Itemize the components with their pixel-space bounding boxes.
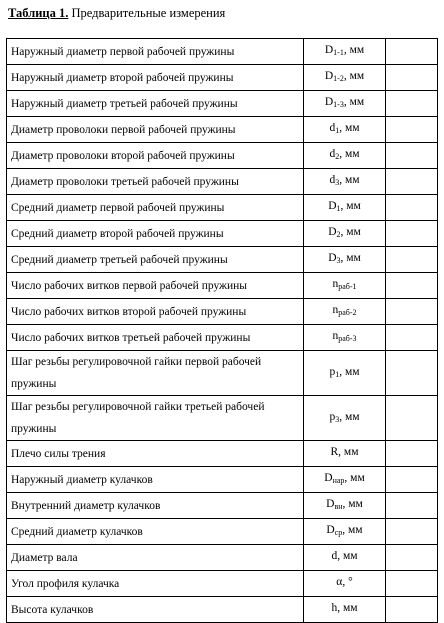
table-row bbox=[7, 325, 438, 351]
symbol-unit: , мм bbox=[338, 446, 359, 458]
table-row bbox=[7, 65, 438, 91]
parameter-name: Диаметр проволоки первой рабочей пружины bbox=[7, 117, 304, 143]
parameter-value-cell[interactable] bbox=[386, 519, 438, 545]
symbol-subscript: ср bbox=[334, 528, 343, 537]
symbol-letter: D bbox=[326, 524, 335, 536]
parameter-symbol bbox=[304, 467, 386, 493]
symbol-subscript: 2 bbox=[336, 230, 341, 239]
table-row bbox=[7, 247, 438, 273]
symbol-letter: n bbox=[332, 304, 339, 316]
parameter-symbol bbox=[304, 299, 386, 325]
parameter-value-cell[interactable] bbox=[386, 597, 438, 623]
parameter-value-cell[interactable] bbox=[386, 441, 438, 467]
measurements-table bbox=[6, 38, 438, 623]
parameter-name: Шаг резьбы регулировочной гайки третьей рабочей пружины bbox=[7, 396, 304, 441]
parameter-name: Средний диаметр кулачков bbox=[7, 519, 304, 545]
symbol-unit: , мм bbox=[340, 200, 361, 212]
parameter-symbol bbox=[304, 91, 386, 117]
parameter-symbol bbox=[304, 195, 386, 221]
parameter-value-cell[interactable] bbox=[386, 39, 438, 65]
parameter-value-cell[interactable] bbox=[386, 396, 438, 441]
parameter-name: Угол профиля кулачка bbox=[7, 571, 304, 597]
symbol-subscript: 2 bbox=[335, 152, 340, 161]
symbol-subscript: 1 bbox=[335, 126, 340, 135]
table-row bbox=[7, 396, 438, 441]
symbol-unit: , мм bbox=[339, 122, 360, 134]
parameter-value-cell[interactable] bbox=[386, 195, 438, 221]
symbol-letter: d bbox=[329, 174, 336, 186]
symbol-letter: d bbox=[329, 122, 336, 134]
symbol-unit: , мм bbox=[343, 96, 365, 108]
parameter-symbol bbox=[304, 545, 386, 571]
symbol-letter: n bbox=[332, 330, 339, 342]
parameter-symbol bbox=[304, 441, 386, 467]
symbol-subscript: 3 bbox=[336, 256, 341, 265]
symbol-letter: D bbox=[324, 44, 334, 56]
parameter-symbol bbox=[304, 351, 386, 396]
symbol-unit: , ° bbox=[342, 576, 353, 588]
symbol-letter: D bbox=[328, 226, 337, 238]
parameter-value-cell[interactable] bbox=[386, 65, 438, 91]
symbol-unit: , мм bbox=[343, 44, 365, 56]
measurements-table-body bbox=[7, 39, 438, 623]
table-row bbox=[7, 571, 438, 597]
symbol-letter: R bbox=[330, 446, 339, 458]
parameter-value-cell[interactable] bbox=[386, 545, 438, 571]
symbol-subscript: 1-2 bbox=[333, 74, 344, 83]
parameter-symbol bbox=[304, 396, 386, 441]
symbol-letter: D bbox=[326, 498, 335, 510]
parameter-name: Высота кулачков bbox=[7, 597, 304, 623]
parameter-name: Число рабочих витков третьей рабочей пружины bbox=[7, 325, 304, 351]
symbol-letter: α bbox=[336, 576, 343, 588]
symbol-letter: p bbox=[329, 410, 336, 423]
symbol-unit: , мм bbox=[340, 252, 361, 264]
parameter-name: Средний диаметр третьей рабочей пружины bbox=[7, 247, 304, 273]
table-row bbox=[7, 597, 438, 623]
symbol-unit: , мм bbox=[344, 472, 365, 484]
symbol-unit: , мм bbox=[337, 550, 358, 562]
parameter-name: Число рабочих витков первой рабочей пружины bbox=[7, 273, 304, 299]
parameter-symbol bbox=[304, 117, 386, 143]
parameter-name: Наружный диаметр кулачков bbox=[7, 467, 304, 493]
symbol-subscript: 3 bbox=[335, 414, 340, 424]
parameter-symbol bbox=[304, 273, 386, 299]
parameter-name: Внутренний диаметр кулачков bbox=[7, 493, 304, 519]
table-row bbox=[7, 143, 438, 169]
symbol-letter: d bbox=[331, 550, 338, 562]
parameter-value-cell[interactable] bbox=[386, 247, 438, 273]
table-caption bbox=[8, 6, 225, 20]
table-row bbox=[7, 221, 438, 247]
symbol-letter: D bbox=[324, 472, 333, 484]
parameter-symbol bbox=[304, 571, 386, 597]
symbol-letter: n bbox=[332, 278, 339, 290]
symbol-unit: , мм bbox=[340, 226, 361, 238]
symbol-subscript: вн bbox=[334, 502, 343, 511]
symbol-subscript: 1-1 bbox=[333, 48, 344, 57]
symbol-letter: D bbox=[324, 70, 334, 82]
parameter-name: Наружный диаметр второй рабочей пружины bbox=[7, 65, 304, 91]
parameter-symbol bbox=[304, 247, 386, 273]
table-row bbox=[7, 39, 438, 65]
parameter-symbol bbox=[304, 65, 386, 91]
symbol-unit: , мм bbox=[342, 524, 363, 536]
table-row bbox=[7, 351, 438, 396]
parameter-name: Средний диаметр второй рабочей пружины bbox=[7, 221, 304, 247]
symbol-unit: , мм bbox=[343, 70, 365, 82]
symbol-letter: D bbox=[328, 252, 337, 264]
parameter-value-cell[interactable] bbox=[386, 325, 438, 351]
symbol-letter: d bbox=[329, 148, 336, 160]
parameter-symbol bbox=[304, 325, 386, 351]
symbol-unit: , мм bbox=[339, 365, 360, 378]
table-row bbox=[7, 299, 438, 325]
parameter-value-cell[interactable] bbox=[386, 91, 438, 117]
symbol-subscript: раб-2 bbox=[338, 308, 357, 317]
parameter-name: Диаметр проволоки второй рабочей пружины bbox=[7, 143, 304, 169]
parameter-name: Диаметр проволоки третьей рабочей пружины bbox=[7, 169, 304, 195]
symbol-letter: D bbox=[324, 96, 334, 108]
symbol-unit: , мм bbox=[342, 498, 363, 510]
parameter-symbol bbox=[304, 519, 386, 545]
table-row bbox=[7, 519, 438, 545]
parameter-value-cell[interactable] bbox=[386, 571, 438, 597]
symbol-letter: D bbox=[328, 200, 337, 212]
parameter-value-cell[interactable] bbox=[386, 493, 438, 519]
parameter-value-cell[interactable] bbox=[386, 299, 438, 325]
parameter-value-cell[interactable] bbox=[386, 221, 438, 247]
table-row bbox=[7, 273, 438, 299]
parameter-symbol bbox=[304, 169, 386, 195]
parameter-value-cell[interactable] bbox=[386, 273, 438, 299]
parameter-name: Шаг резьбы регулировочной гайки первой рабочей пружины bbox=[7, 351, 304, 396]
parameter-value-cell[interactable] bbox=[386, 467, 438, 493]
table-row bbox=[7, 91, 438, 117]
table-row bbox=[7, 545, 438, 571]
symbol-unit: , мм bbox=[337, 602, 358, 614]
parameter-name: Наружный диаметр третьей рабочей пружины bbox=[7, 91, 304, 117]
table-caption-title: Предварительные измерения bbox=[68, 6, 226, 20]
symbol-unit: , мм bbox=[339, 174, 360, 186]
parameter-name: Наружный диаметр первой рабочей пружины bbox=[7, 39, 304, 65]
table-row bbox=[7, 467, 438, 493]
table-row bbox=[7, 441, 438, 467]
symbol-subscript: 1-3 bbox=[333, 100, 344, 109]
symbol-subscript: нар bbox=[332, 476, 345, 485]
table-row bbox=[7, 169, 438, 195]
parameter-value-cell[interactable] bbox=[386, 169, 438, 195]
symbol-unit: , мм bbox=[339, 148, 360, 160]
symbol-subscript: 1 bbox=[336, 204, 341, 213]
symbol-subscript: раб-3 bbox=[338, 334, 357, 343]
symbol-letter: h bbox=[331, 602, 338, 614]
symbol-subscript: раб-1 bbox=[338, 282, 357, 291]
parameter-symbol bbox=[304, 597, 386, 623]
parameter-name: Средний диаметр первой рабочей пружины bbox=[7, 195, 304, 221]
table-caption-number: Таблица 1. bbox=[8, 6, 69, 20]
parameter-value-cell[interactable] bbox=[386, 143, 438, 169]
parameter-symbol bbox=[304, 493, 386, 519]
parameter-symbol bbox=[304, 39, 386, 65]
parameter-name: Плечо силы трения bbox=[7, 441, 304, 467]
symbol-subscript: 3 bbox=[335, 178, 340, 187]
parameter-symbol bbox=[304, 221, 386, 247]
parameter-value-cell[interactable] bbox=[386, 117, 438, 143]
parameter-value-cell[interactable] bbox=[386, 351, 438, 396]
table-row bbox=[7, 195, 438, 221]
symbol-unit: , мм bbox=[339, 410, 360, 423]
parameter-name: Число рабочих витков второй рабочей пружины bbox=[7, 299, 304, 325]
table-row bbox=[7, 493, 438, 519]
symbol-subscript: 1 bbox=[335, 369, 340, 379]
parameter-name: Диаметр вала bbox=[7, 545, 304, 571]
table-row bbox=[7, 117, 438, 143]
parameter-symbol bbox=[304, 143, 386, 169]
symbol-letter: p bbox=[329, 365, 336, 378]
